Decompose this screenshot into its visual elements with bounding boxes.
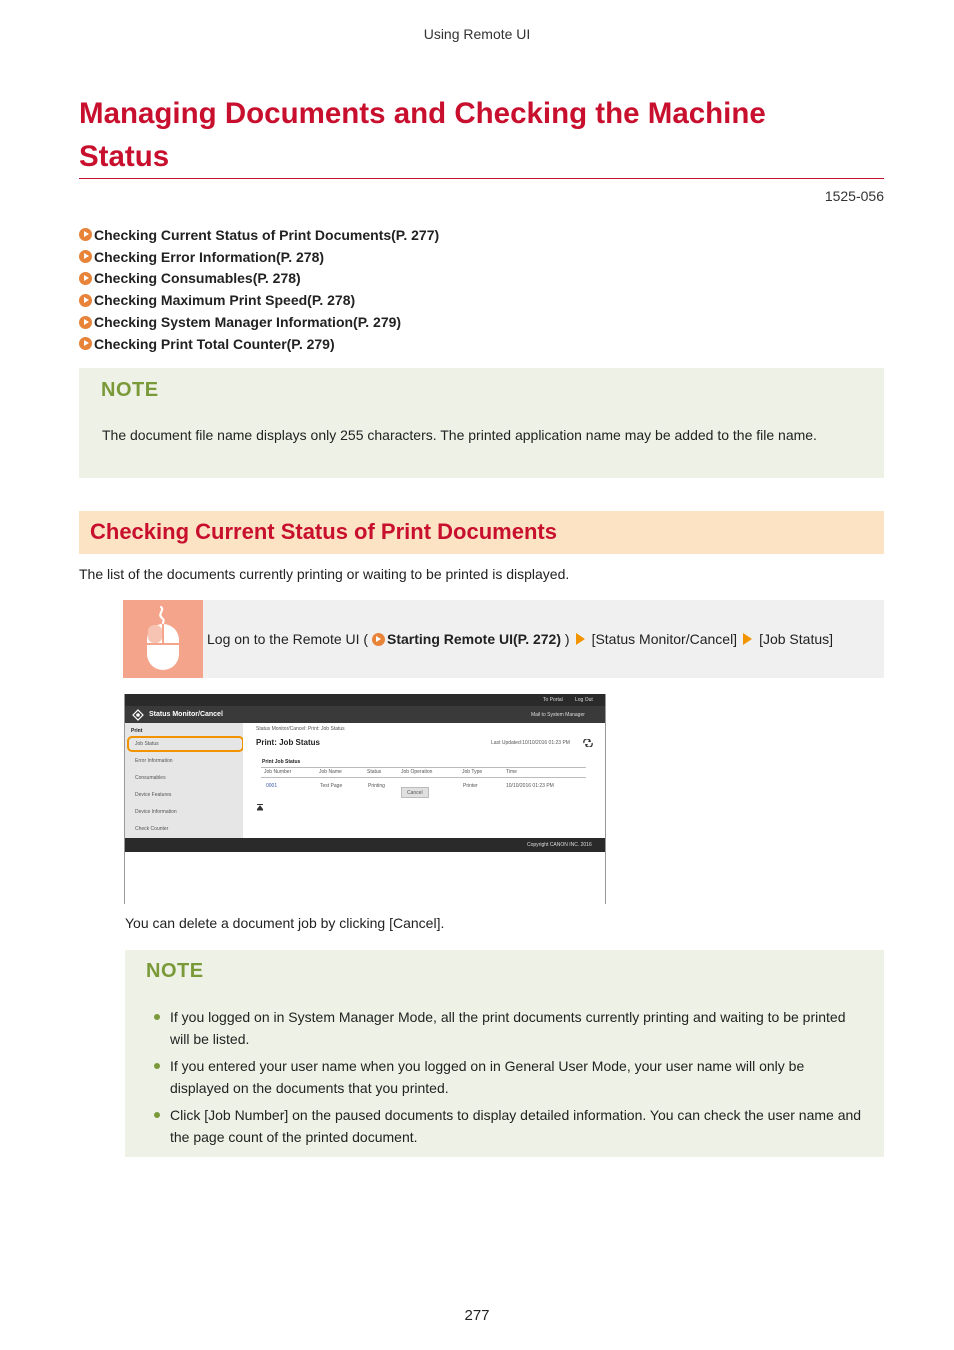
note-list bbox=[152, 1006, 862, 1153]
status-cell: Printing bbox=[368, 783, 385, 789]
page-number: 277 bbox=[464, 1307, 490, 1324]
sidebar-item-job-status[interactable]: Job Status bbox=[135, 741, 159, 747]
scroll-top-icon[interactable] bbox=[257, 804, 263, 811]
toc-link[interactable]: Checking Consumables(P. 278) bbox=[79, 268, 439, 290]
column-header: Job Number bbox=[264, 769, 292, 775]
page-title-line-2: Status bbox=[79, 140, 170, 173]
sidebar-item-device-features[interactable]: Device Features bbox=[135, 792, 172, 798]
sidebar-item-error-information[interactable]: Error Information bbox=[135, 758, 173, 764]
screenshot-page-heading: Print: Job Status bbox=[256, 738, 321, 747]
link-arrow-icon bbox=[79, 250, 92, 263]
step-instruction: Log on to the Remote UI ( Starting Remote UI(P. 272) ) [Status Monitor/Cancel] [Job Status] bbox=[207, 631, 834, 647]
note-text: The document file name displays only 255 characters. The printed application name may be added to the file name. bbox=[102, 427, 817, 443]
table-rule bbox=[261, 767, 586, 768]
mouse-click-icon bbox=[123, 600, 203, 678]
log-out-link[interactable]: Log Out bbox=[575, 697, 593, 703]
column-header: Status bbox=[367, 769, 382, 775]
running-header: Using Remote UI bbox=[423, 26, 531, 42]
screenshot-title: Status Monitor/Cancel bbox=[149, 711, 223, 718]
sidebar-item-device-information[interactable]: Device Information bbox=[135, 809, 177, 815]
document-code: 1525-056 bbox=[824, 188, 884, 204]
screenshot-footer bbox=[125, 838, 606, 852]
screenshot-main bbox=[243, 723, 606, 838]
starting-remote-ui-link[interactable]: Starting Remote UI(P. 272) bbox=[386, 631, 561, 647]
page-title-line-1: Managing Documents and Checking the Machine bbox=[79, 97, 766, 130]
table-title: Print Job Status bbox=[262, 759, 301, 765]
link-arrow-icon bbox=[372, 633, 385, 646]
path-status-monitor: [Status Monitor/Cancel] bbox=[591, 631, 738, 647]
sidebar-item-check-counter[interactable]: Check Counter bbox=[135, 826, 169, 832]
path-arrow-icon bbox=[743, 633, 752, 645]
toc-link[interactable]: Checking System Manager Information(P. 279) bbox=[79, 311, 439, 333]
list-item: If you entered your user name when you logged on in General User Mode, your user name will only be displayed on the documents that you printed. bbox=[152, 1055, 862, 1099]
link-arrow-icon bbox=[79, 316, 92, 329]
list-item: If you logged on in System Manager Mode, all the print documents currently printing and waiting to be printed will be listed. bbox=[152, 1006, 862, 1050]
list-item: Click [Job Number] on the paused documents to display detailed information. You can check the user name and the page count of the printed document. bbox=[152, 1104, 862, 1148]
link-arrow-icon bbox=[79, 228, 92, 241]
remote-ui-screenshot bbox=[124, 694, 606, 904]
screenshot-title-bar bbox=[125, 706, 606, 723]
note-box bbox=[79, 368, 884, 478]
note-heading: NOTE bbox=[146, 960, 204, 982]
section-heading-bar bbox=[79, 511, 884, 554]
job-name-cell: Test Page bbox=[320, 783, 343, 789]
path-arrow-icon bbox=[576, 633, 585, 645]
status-monitor-icon bbox=[132, 709, 144, 721]
job-status-highlight bbox=[127, 736, 244, 752]
job-type-cell: Printer bbox=[463, 783, 478, 789]
cancel-button[interactable]: Cancel bbox=[401, 787, 429, 798]
toc-link[interactable]: Checking Error Information(P. 278) bbox=[79, 246, 439, 268]
page-title bbox=[79, 92, 884, 178]
title-divider bbox=[79, 178, 884, 179]
note-box bbox=[125, 950, 884, 1157]
column-header: Job Name bbox=[319, 769, 342, 775]
section-heading: Checking Current Status of Print Documents bbox=[90, 519, 557, 544]
screenshot-top-bar bbox=[125, 694, 606, 706]
note-heading: NOTE bbox=[101, 379, 159, 401]
time-cell: 10/10/2016 01:23 PM bbox=[506, 783, 554, 789]
refresh-icon[interactable] bbox=[583, 739, 593, 747]
copyright: Copyright CANON INC. 2016 bbox=[527, 842, 592, 848]
toc-link[interactable]: Checking Current Status of Print Documents(P. 277) bbox=[79, 224, 439, 246]
toc-link[interactable]: Checking Maximum Print Speed(P. 278) bbox=[79, 289, 439, 311]
procedure-step bbox=[123, 600, 884, 678]
link-arrow-icon bbox=[79, 272, 92, 285]
to-portal-link[interactable]: To Portal bbox=[543, 697, 563, 703]
sidebar-item-consumables[interactable]: Consumables bbox=[135, 775, 166, 781]
screenshot-caption: You can delete a document job by clicking [Cancel]. bbox=[125, 915, 445, 931]
column-header: Job Type bbox=[462, 769, 483, 775]
job-number-link[interactable]: 0001 bbox=[266, 783, 278, 789]
toc-link[interactable]: Checking Print Total Counter(P. 279) bbox=[79, 333, 439, 355]
link-arrow-icon bbox=[79, 294, 92, 307]
sidebar-group-print: Print bbox=[131, 728, 143, 734]
screenshot-breadcrumb: Status Monitor/Cancel: Print: Job Status bbox=[256, 726, 345, 732]
table-rule bbox=[261, 777, 586, 778]
link-arrow-icon bbox=[79, 337, 92, 350]
column-header: Time bbox=[506, 769, 517, 775]
last-updated: Last Updated:10/10/2016 01:23 PM bbox=[491, 740, 570, 746]
path-job-status: [Job Status] bbox=[759, 631, 834, 647]
section-intro: The list of the documents currently printing or waiting to be printed is displayed. bbox=[79, 566, 570, 582]
table-of-contents bbox=[79, 224, 439, 355]
column-header: Job Operation bbox=[401, 769, 433, 775]
mail-to-manager-link[interactable]: Mail to System Manager bbox=[531, 712, 585, 718]
